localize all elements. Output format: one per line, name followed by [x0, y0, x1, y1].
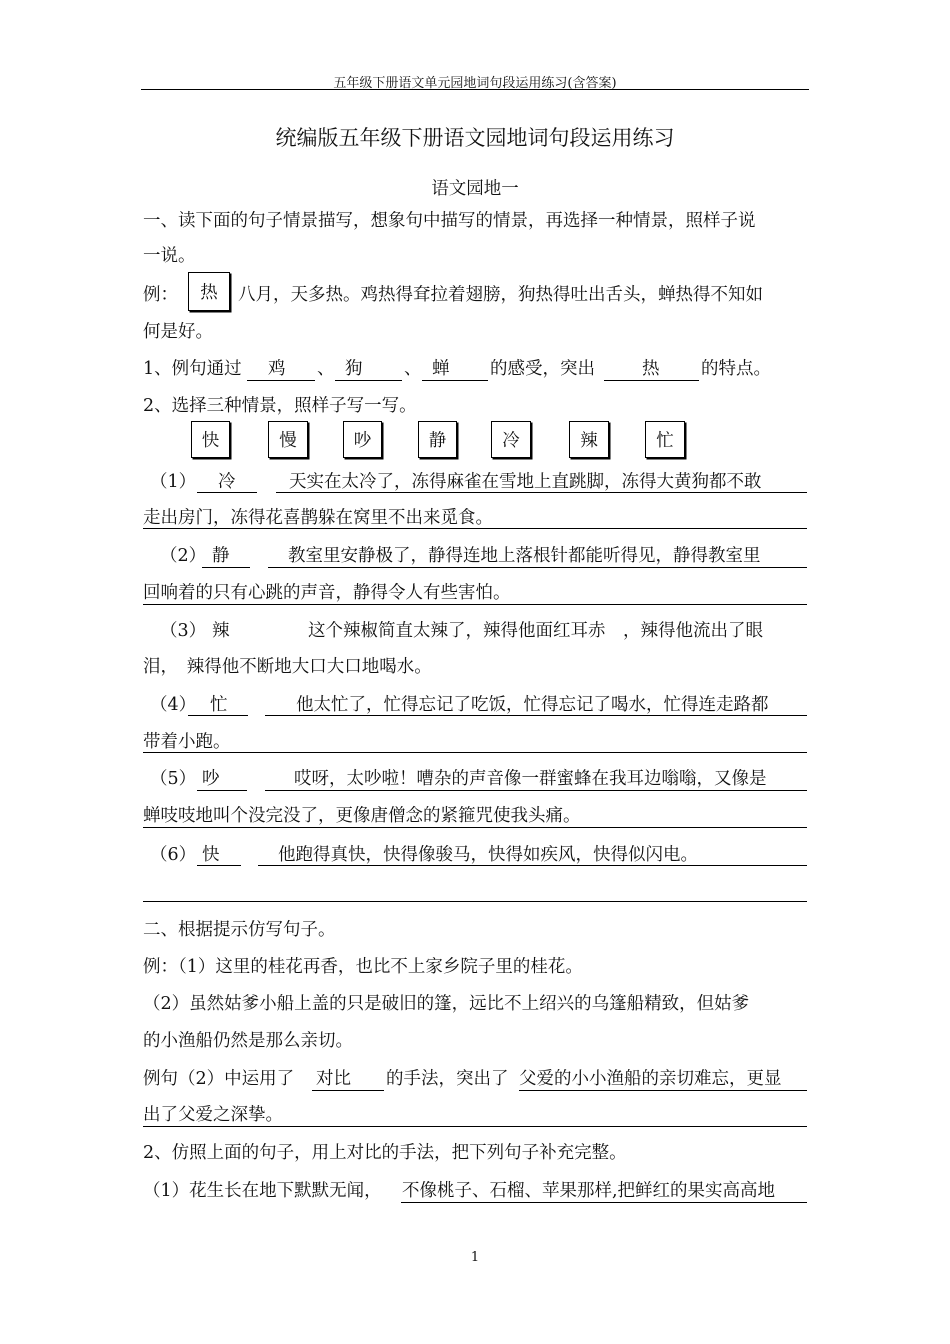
s2-example-1: 例：（1）这里的桂花再香，也比不上家乡院子里的桂花。 — [143, 957, 583, 977]
answer-1-line2: 走出房门，冻得花喜鹊躲在窝里不出来觅食。 — [143, 508, 493, 528]
q1-sep-1: 、 — [317, 359, 335, 379]
q1-suffix: 的特点。 — [701, 359, 771, 379]
answer-5-line1-rule — [265, 790, 807, 791]
answer-4-line1: 他太忙了，忙得忘记了吃饭，忙得忘记了喝水，忙得连走路都 — [296, 695, 769, 715]
choice-box-3 — [343, 421, 382, 458]
q1-answer-3: 蝉 — [432, 359, 450, 379]
s2-example-2-line2: 的小渔船仍然是那么亲切。 — [143, 1031, 353, 1051]
answer-5-word: 吵 — [202, 769, 220, 789]
answer-3-line1: 这个辣椒简直太辣了，辣得他面红耳赤 ，辣得他流出了眼 — [308, 621, 763, 641]
example-text-line1: 八月，天多热。鸡热得耷拉着翅膀，狗热得吐出舌头，蝉热得不知如 — [238, 285, 763, 305]
answer-1-line2-rule — [143, 528, 807, 529]
answer-4-word-blank — [188, 715, 248, 716]
choice-box-7-text: 忙 — [656, 431, 674, 451]
answer-2-word-blank — [202, 567, 250, 568]
answer-2-word: 静 — [212, 546, 230, 566]
s2-q-blank-1 — [312, 1090, 384, 1091]
answer-5-number: （5） — [150, 769, 197, 789]
answer-5-line1: 哎呀，太吵啦！嘈杂的声音像一群蜜蜂在我耳边嗡嗡，又像是 — [294, 769, 767, 789]
choice-box-6 — [569, 421, 609, 458]
answer-1-word: 冷 — [218, 472, 236, 492]
answer-4-line2: 带着小跑。 — [143, 732, 231, 752]
q2-instruction: 2、选择三种情景，照样子写一写。 — [143, 396, 417, 416]
s2-q-blank-2 — [519, 1090, 807, 1091]
answer-5-line2-rule — [143, 827, 807, 828]
s2-q-answer-1: 对比 — [316, 1069, 351, 1089]
answer-3-line2: 泪， 辣得他不断地大口大口地喝水。 — [143, 657, 432, 677]
page-title: 统编版五年级下册语文园地词句段运用练习 — [275, 126, 675, 150]
choice-box-6-text: 辣 — [580, 431, 598, 451]
header-rule — [141, 89, 809, 90]
answer-4-line1-rule — [265, 715, 807, 716]
answer-1-number: （1） — [150, 472, 197, 492]
answer-3-number: （3） — [160, 621, 207, 641]
answer-2-line1: 教室里安静极了，静得连地上落根针都能听得见，静得教室里 — [288, 546, 761, 566]
s2-q2-instruction: 2、仿照上面的句子，用上对比的手法，把下列句子补充完整。 — [143, 1143, 627, 1163]
q1-answer-2: 狗 — [345, 359, 363, 379]
answer-6-number: （6） — [150, 845, 197, 865]
q1-blank-3 — [422, 380, 488, 381]
s2-q-prefix: 例句（2）中运用了 — [143, 1069, 295, 1089]
answer-4-word: 忙 — [210, 695, 228, 715]
answer-2-line1-rule — [268, 567, 807, 568]
s1-intro-line1: 一、读下面的句子情景描写，想象句中描写的情景，再选择一种情景，照样子说 — [143, 211, 756, 231]
choice-box-7 — [645, 421, 685, 458]
q1-answer-4: 热 — [642, 359, 660, 379]
choice-box-4 — [418, 421, 457, 458]
example-box — [188, 272, 230, 311]
s1-intro-line2: 一说。 — [143, 246, 196, 266]
choice-box-5 — [491, 421, 531, 458]
q1-blank-2 — [335, 380, 402, 381]
choice-box-2-text: 慢 — [279, 431, 297, 451]
s2-q2-1-answer: 不像桃子、石榴、苹果那样,把鲜红的果实高高地 — [402, 1181, 776, 1201]
answer-2-line2-rule — [143, 604, 807, 605]
answer-2-number: （2） — [160, 546, 207, 566]
example-label: 例： — [143, 285, 178, 305]
choice-box-4-text: 静 — [428, 431, 447, 451]
answer-1-line1: 天实在太冷了，冻得麻雀在雪地上直跳脚，冻得大黄狗都不敢 — [289, 472, 762, 492]
s2-q-mid: 的手法，突出了 — [386, 1069, 509, 1089]
s2-example-2-line1: （2）虽然姑爹小船上盖的只是破旧的篷，远比不上绍兴的乌篷船精致，但姑爹 — [143, 994, 750, 1014]
answer-6-line1: 他跑得真快，快得像骏马，快得如疾风，快得似闪电。 — [278, 845, 698, 865]
answer-6-word: 快 — [202, 845, 220, 865]
answer-1-line1-rule — [276, 492, 807, 493]
q1-sep-2: 、 — [404, 359, 422, 379]
choice-box-1-text: 快 — [201, 431, 220, 451]
s2-q-answer-2: 父爱的小小渔船的亲切难忘，更显 — [519, 1069, 782, 1089]
s2-q2-1-prefix: （1）花生长在地下默默无闻， — [143, 1181, 382, 1201]
answer-3-word: 辣 — [212, 621, 230, 641]
q1-prefix: 1、例句通过 — [143, 359, 242, 379]
example-box-text: 热 — [200, 283, 218, 303]
answer-2-line2: 回响着的只有心跳的声音，静得令人有些害怕。 — [143, 583, 511, 603]
answer-6-line2-rule — [143, 901, 807, 902]
example-text-line2: 何是好。 — [143, 322, 213, 342]
s2-q-blank-3 — [143, 1126, 807, 1127]
choice-box-3-text: 吵 — [353, 431, 372, 451]
q1-mid: 的感受，突出 — [490, 359, 595, 379]
choice-box-1 — [191, 421, 230, 458]
answer-4-line2-rule — [143, 752, 807, 753]
q1-answer-1: 鸡 — [268, 359, 286, 379]
answer-1-word-blank — [197, 492, 257, 493]
answer-6-word-blank — [197, 865, 241, 866]
s2-heading: 二、根据提示仿写句子。 — [143, 920, 336, 940]
answer-5-word-blank — [197, 790, 247, 791]
choice-box-5-text: 冷 — [502, 431, 520, 451]
answer-5-line2: 蝉吱吱地叫个没完没了，更像唐僧念的紧箍咒使我头痛。 — [143, 806, 581, 826]
q1-blank-1 — [247, 380, 315, 381]
page-number: 1 — [470, 1250, 480, 1265]
q1-blank-4 — [604, 380, 699, 381]
s2-q-answer-3: 出了父爱之深挚。 — [143, 1105, 283, 1125]
s2-q2-1-answer-rule — [401, 1202, 807, 1203]
choice-box-2 — [268, 421, 308, 458]
answer-6-line1-rule — [258, 865, 807, 866]
section-subtitle: 语文园地一 — [431, 179, 519, 199]
answer-4-number: （4） — [150, 695, 197, 715]
running-header: 五年级下册语文单元园地词句段运用练习(含答案) — [333, 76, 617, 91]
